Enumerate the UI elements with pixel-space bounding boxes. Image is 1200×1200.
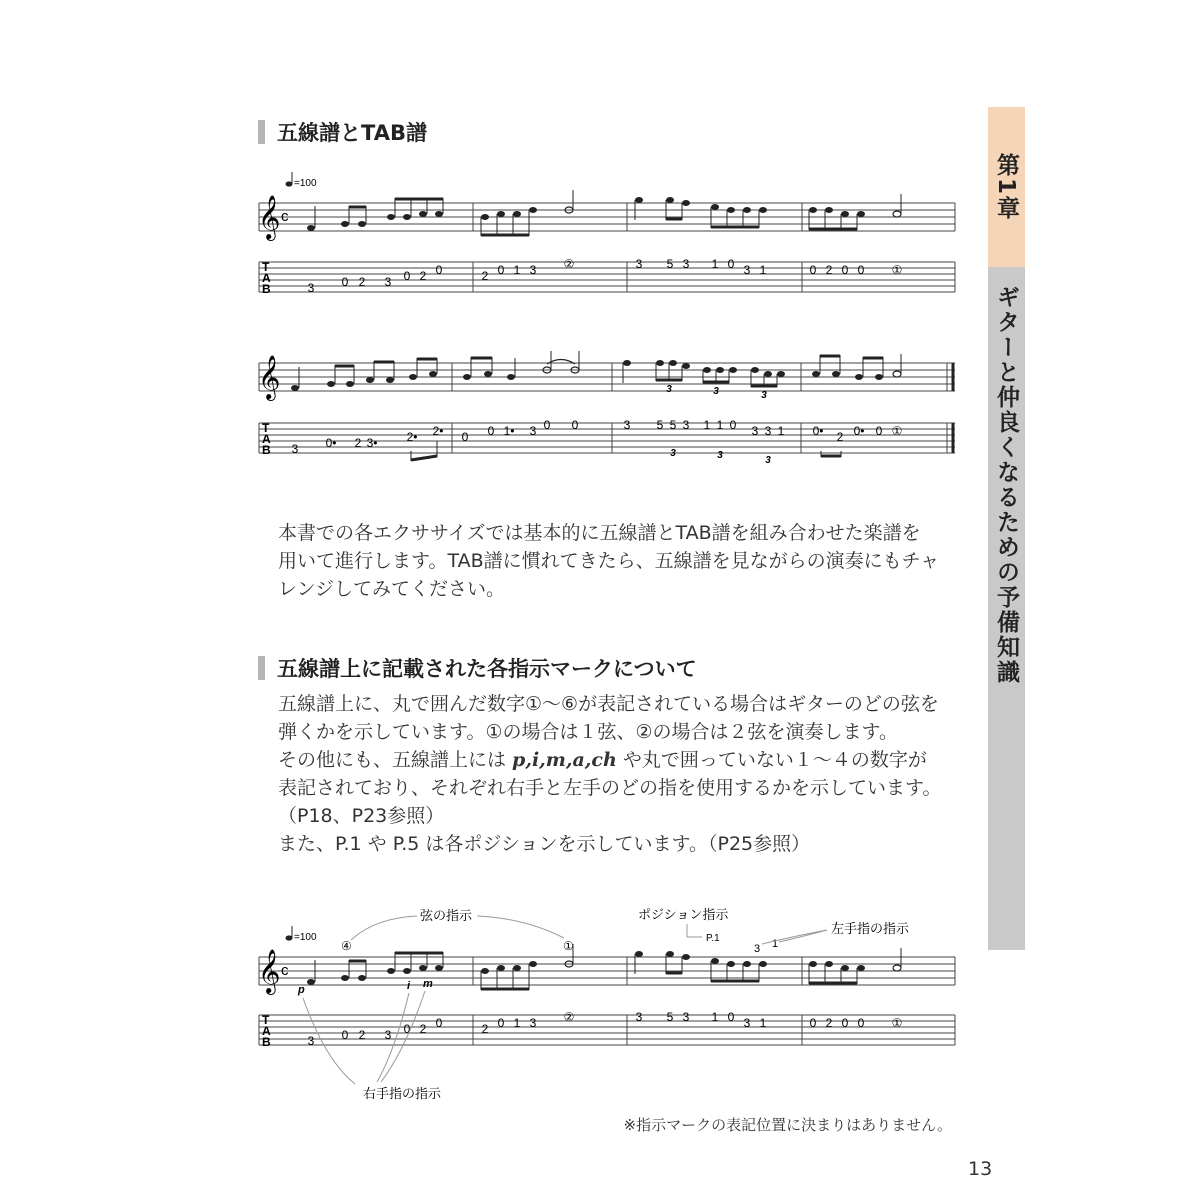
svg-text:3: 3 xyxy=(751,424,759,438)
section-heading-1 xyxy=(258,117,427,147)
svg-text:0: 0 xyxy=(857,263,865,277)
paragraph-1-line: 用いて進行します。TAB譜に慣れてきたら、五線譜を見ながらの演奏にもチャ xyxy=(278,550,940,572)
svg-text:2: 2 xyxy=(358,275,366,289)
left-finger-3: 3 xyxy=(754,943,761,955)
chapter-number: 第1章 xyxy=(993,152,1019,221)
string-4-mark: ④ xyxy=(341,939,352,953)
svg-text:2•: 2• xyxy=(406,430,418,444)
svg-text:0: 0 xyxy=(435,1016,443,1030)
svg-text:0: 0 xyxy=(341,1028,349,1042)
svg-text:2: 2 xyxy=(481,1022,489,1036)
svg-text:0: 0 xyxy=(809,263,817,277)
svg-text:B: B xyxy=(262,282,271,296)
svg-text:3: 3 xyxy=(384,275,392,289)
paragraph-2-line: その他にも、五線譜上には p,i,m,a,ch や丸で囲っていない１〜４の数字が xyxy=(278,749,927,771)
string-indicator-label: 弦の指示 xyxy=(420,908,473,923)
position-mark: P.1 xyxy=(706,933,720,944)
left-finger-1: 1 xyxy=(772,938,779,950)
svg-text:3: 3 xyxy=(666,384,672,395)
time-signature: c xyxy=(281,962,289,979)
svg-text:3: 3 xyxy=(717,450,723,461)
svg-text:0: 0 xyxy=(727,1010,735,1024)
section-title-1: 五線譜とTAB譜 xyxy=(277,121,427,145)
svg-text:1: 1 xyxy=(513,1016,521,1030)
svg-text:0: 0 xyxy=(729,418,737,432)
svg-text:0: 0 xyxy=(571,418,579,432)
svg-text:3: 3 xyxy=(743,1016,751,1030)
svg-text:3: 3 xyxy=(713,386,719,397)
right-hand-indicator-label: 右手指の指示 xyxy=(363,1086,442,1101)
svg-text:2: 2 xyxy=(419,1022,427,1036)
treble-clef: 𝄞 xyxy=(258,197,281,239)
svg-text:3: 3 xyxy=(635,257,643,271)
paragraph-2-line: 表記されており、それぞれ右手と左手のどの指を使用するかを示しています。 xyxy=(278,777,942,799)
svg-text:①: ① xyxy=(891,263,903,277)
svg-text:①: ① xyxy=(891,1016,903,1030)
treble-clef: 𝄞 xyxy=(258,357,281,399)
svg-text:2•: 2• xyxy=(432,424,444,438)
svg-text:3: 3 xyxy=(529,263,537,277)
svg-text:0: 0 xyxy=(875,424,883,438)
page-number: 13 xyxy=(968,1158,993,1180)
svg-text:T: T xyxy=(262,260,270,274)
svg-text:5: 5 xyxy=(666,1010,674,1024)
right-finger-m: m xyxy=(423,978,433,990)
svg-text:3: 3 xyxy=(682,418,690,432)
svg-text:1: 1 xyxy=(716,418,724,432)
svg-text:0•: 0• xyxy=(812,424,824,438)
left-hand-indicator-label: 左手指の指示 xyxy=(831,921,910,936)
svg-text:②: ② xyxy=(563,1010,575,1024)
paragraph-2-line: 五線譜上に、丸で囲んだ数字①〜⑥が表記されている場合はギターのどの弦を xyxy=(278,693,939,715)
music-system-2 xyxy=(255,345,960,470)
time-signature: c xyxy=(281,208,289,225)
svg-text:3: 3 xyxy=(529,1016,537,1030)
svg-text:3: 3 xyxy=(682,1010,690,1024)
svg-text:①: ① xyxy=(891,424,903,438)
svg-text:0: 0 xyxy=(497,1016,505,1030)
svg-text:0: 0 xyxy=(461,430,469,444)
svg-text:=100: =100 xyxy=(294,932,317,943)
right-finger-i: i xyxy=(407,980,411,992)
heading-bar xyxy=(258,120,265,144)
svg-text:0: 0 xyxy=(857,1016,865,1030)
music-system-1 xyxy=(255,170,960,305)
svg-text:0•: 0• xyxy=(853,424,865,438)
svg-text:0: 0 xyxy=(543,418,551,432)
footnote: ※指示マークの表記位置に決まりはありません。 xyxy=(623,1116,952,1134)
svg-text:0: 0 xyxy=(487,424,495,438)
paragraph-2-line: （P18、P23参照） xyxy=(278,805,445,827)
svg-text:1: 1 xyxy=(759,1016,767,1030)
music-system-annotated xyxy=(255,900,960,1110)
svg-text:0: 0 xyxy=(403,269,411,283)
svg-text:5: 5 xyxy=(669,418,677,432)
chapter-tab xyxy=(988,107,1025,267)
svg-text:3: 3 xyxy=(764,424,772,438)
heading-bar xyxy=(258,656,265,680)
right-finger-p: p xyxy=(298,984,305,996)
svg-text:1: 1 xyxy=(513,263,521,277)
svg-text:3: 3 xyxy=(307,1034,315,1048)
tempo-mark xyxy=(286,172,317,189)
svg-text:0: 0 xyxy=(809,1016,817,1030)
svg-text:0: 0 xyxy=(341,275,349,289)
svg-text:3: 3 xyxy=(670,448,676,459)
svg-text:3: 3 xyxy=(384,1028,392,1042)
svg-text:2: 2 xyxy=(481,269,489,283)
svg-text:1: 1 xyxy=(711,257,719,271)
svg-text:3: 3 xyxy=(529,424,537,438)
paragraph-2-line: 弾くかを示しています。①の場合は１弦、②の場合は２弦を演奏します。 xyxy=(278,721,899,743)
svg-text:5: 5 xyxy=(656,418,664,432)
svg-text:1: 1 xyxy=(711,1010,719,1024)
svg-text:3: 3 xyxy=(765,455,771,466)
svg-text:0: 0 xyxy=(841,1016,849,1030)
svg-text:A: A xyxy=(262,1024,271,1038)
svg-text:②: ② xyxy=(563,257,575,271)
svg-text:2: 2 xyxy=(358,1028,366,1042)
svg-text:0: 0 xyxy=(497,263,505,277)
svg-text:3: 3 xyxy=(291,442,299,456)
svg-text:5: 5 xyxy=(666,257,674,271)
svg-text:A: A xyxy=(262,271,271,285)
svg-text:0: 0 xyxy=(435,263,443,277)
svg-text:2: 2 xyxy=(419,269,427,283)
treble-clef: 𝄞 xyxy=(258,951,281,993)
chapter-title: ギターと仲良くなるための予備知識 xyxy=(993,285,1019,685)
svg-text:B: B xyxy=(262,1035,271,1049)
paragraph-1 xyxy=(278,519,939,603)
chapter-title-tab xyxy=(988,267,1025,950)
finger-letters: p,i,m,a,ch xyxy=(512,749,617,771)
section-heading-2 xyxy=(258,653,697,683)
svg-text:3: 3 xyxy=(635,1010,643,1024)
svg-text:3: 3 xyxy=(623,418,631,432)
tab-label xyxy=(262,421,271,457)
paragraph-1-line: 本書での各エクササイズでは基本的に五線譜とTAB譜を組み合わせた楽譜を xyxy=(278,522,921,544)
position-indicator-label: ポジション指示 xyxy=(638,907,729,922)
svg-text:2: 2 xyxy=(825,263,833,277)
svg-text:2: 2 xyxy=(825,1016,833,1030)
svg-text:0•: 0• xyxy=(325,436,337,450)
svg-text:3: 3 xyxy=(761,390,767,401)
svg-text:1: 1 xyxy=(703,418,711,432)
svg-text:B: B xyxy=(262,443,271,457)
svg-text:1: 1 xyxy=(759,263,767,277)
svg-text:0: 0 xyxy=(727,257,735,271)
svg-text:0: 0 xyxy=(841,263,849,277)
svg-text:2: 2 xyxy=(836,430,844,444)
section-title-2: 五線譜上に記載された各指示マークについて xyxy=(277,657,697,681)
paragraph-2-line: また、P.1 や P.5 は各ポジションを示しています。（P25参照） xyxy=(278,833,811,855)
string-1-mark: ① xyxy=(563,939,574,953)
svg-text:=100: =100 xyxy=(294,178,317,189)
svg-text:1: 1 xyxy=(777,424,785,438)
tempo-mark xyxy=(286,926,317,943)
svg-text:2: 2 xyxy=(354,436,362,450)
paragraph-2 xyxy=(278,690,941,858)
tab-label xyxy=(262,260,271,296)
svg-text:A: A xyxy=(262,432,271,446)
svg-text:3•: 3• xyxy=(366,436,378,450)
paragraph-1-line: レンジしてみてください。 xyxy=(278,578,506,600)
tab-label xyxy=(262,1013,271,1049)
svg-text:3: 3 xyxy=(743,263,751,277)
svg-text:T: T xyxy=(262,421,270,435)
svg-text:T: T xyxy=(262,1013,270,1027)
svg-text:3: 3 xyxy=(307,281,315,295)
svg-text:1•: 1• xyxy=(503,424,515,438)
svg-text:0: 0 xyxy=(403,1022,411,1036)
svg-text:3: 3 xyxy=(682,257,690,271)
